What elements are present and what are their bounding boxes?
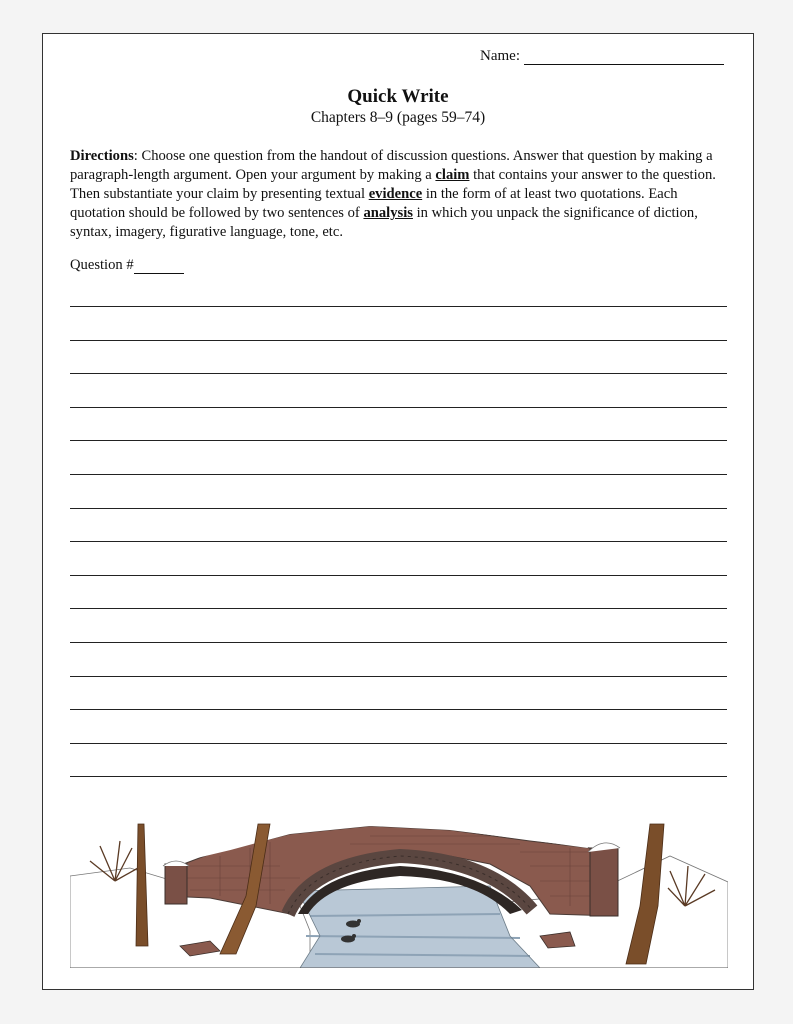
keyword-evidence: evidence xyxy=(368,186,423,202)
writing-line[interactable] xyxy=(70,575,727,576)
worksheet-page xyxy=(42,33,754,990)
writing-line[interactable] xyxy=(70,776,727,777)
keyword-claim: claim xyxy=(435,167,470,183)
question-label: Question # xyxy=(70,257,134,273)
writing-line[interactable] xyxy=(70,306,727,307)
writing-line[interactable] xyxy=(70,743,727,744)
writing-line[interactable] xyxy=(70,608,727,609)
writing-line[interactable] xyxy=(70,508,727,509)
writing-line[interactable] xyxy=(70,407,727,408)
directions-text: in which you unpack the significance of diction, syntax, imagery, figurative language, tone, etc. xyxy=(70,205,698,240)
bridge-illustration xyxy=(70,786,728,968)
writing-line[interactable] xyxy=(70,373,727,374)
directions-text: that contains your answer to the question. Then substantiate your claim by presenting textual xyxy=(70,167,716,202)
question-number-field[interactable] xyxy=(70,257,184,274)
directions-label: Directions xyxy=(70,148,134,164)
writing-line[interactable] xyxy=(70,676,727,677)
name-label: Name: xyxy=(480,48,520,64)
writing-line[interactable] xyxy=(70,541,727,542)
page-title: Quick Write xyxy=(347,86,449,107)
directions-paragraph xyxy=(70,147,730,242)
question-number-blank[interactable] xyxy=(134,260,184,274)
writing-line[interactable] xyxy=(70,340,727,341)
keyword-analysis: analysis xyxy=(363,205,413,221)
directions-text: : Choose one question from the handout of discussion questions. Answer that question by making a paragraph-length argument. Open your argument by making a xyxy=(70,148,713,183)
writing-line[interactable] xyxy=(70,709,727,710)
writing-line[interactable] xyxy=(70,642,727,643)
writing-line[interactable] xyxy=(70,440,727,441)
writing-lines[interactable] xyxy=(70,306,727,810)
name-field[interactable] xyxy=(480,48,724,65)
writing-line[interactable] xyxy=(70,474,727,475)
name-blank[interactable] xyxy=(524,50,724,65)
directions-text: in the form of at least two quotations. Each quotation should be followed by two sentences of xyxy=(70,186,678,221)
page-subtitle: Chapters 8–9 (pages 59–74) xyxy=(310,109,486,126)
